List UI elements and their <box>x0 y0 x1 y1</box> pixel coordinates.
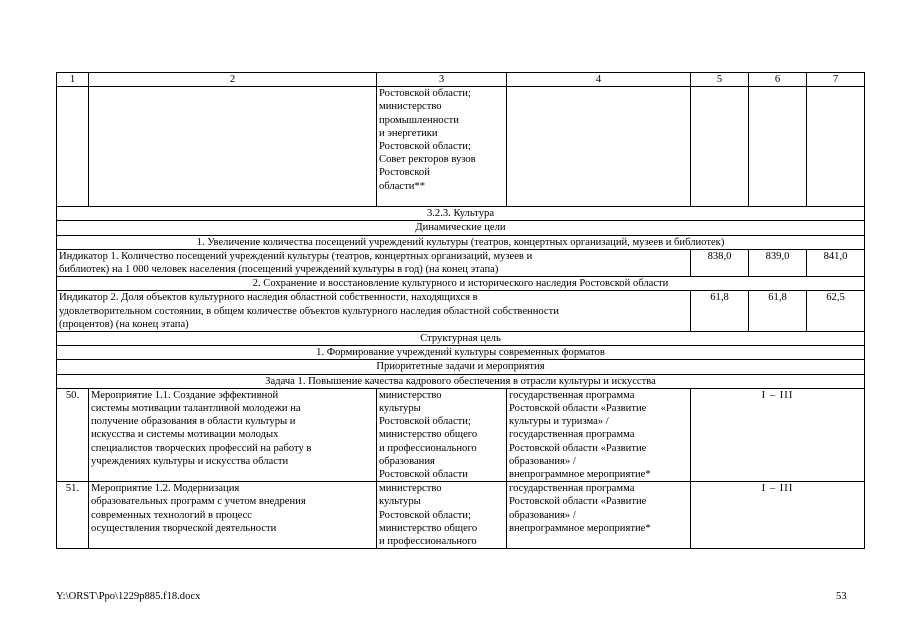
footer-page-number: 53 <box>836 591 847 602</box>
column-number: 7 <box>807 73 865 87</box>
measure-description: Мероприятие 1.1. Создание эффективной системы мотивации талантливой молодежи на получение образования в области культуры и искусства и системы мотивации молодых специалистов творческих профессий на работу в учреждениях культуры и искусства области <box>89 388 377 481</box>
indicator-row <box>57 249 865 276</box>
indicator-row <box>57 291 865 332</box>
structural-goal-row <box>57 346 865 360</box>
structural-goal-heading: Структурная цель <box>57 332 865 346</box>
structural-goal-row <box>57 332 865 346</box>
period-cell: I – III <box>691 482 865 549</box>
program-cell: государственная программа Ростовской области «Развитие образования» / внепрограммное мероприятие* <box>507 482 691 549</box>
row-number: 50. <box>57 388 89 481</box>
column-number: 2 <box>89 73 377 87</box>
column-number-row <box>57 73 865 87</box>
period-cell: I – III <box>691 388 865 481</box>
column-number: 5 <box>691 73 749 87</box>
goal-row <box>57 277 865 291</box>
column-number: 1 <box>57 73 89 87</box>
task-1: Задача 1. Повышение качества кадрового обеспечения в отрасли культуры и искусства <box>57 374 865 388</box>
goal-1: 1. Увеличение количества посещений учреждений культуры (театров, концертных организаций, музеев и библиотек) <box>57 235 865 249</box>
executor-cell: министерство культуры Ростовской области; министерство общего и профессионального <box>377 482 507 549</box>
goal-row <box>57 235 865 249</box>
executor-cell: Ростовской области; министерство промышленности и энергетики Ростовской области; Совет ректоров вузов Ростовской области** <box>377 87 507 207</box>
indicator-value: 838,0 <box>691 249 749 276</box>
indicator-value: 61,8 <box>749 291 807 332</box>
measure-row <box>57 482 865 549</box>
footer-file-path: Y:\ORST\Ppo\1229p885.f18.docx <box>56 591 201 602</box>
goal-2: 2. Сохранение и восстановление культурного и исторического наследия Ростовской области <box>57 277 865 291</box>
indicator-2-text: Индикатор 2. Доля объектов культурного наследия областной собственности, находящихся в удовлетворительном состоянии, в общем количестве объектов культурного наследия областной собственности (процентов) (на конец этапа) <box>57 291 691 332</box>
section-title: 3.2.3. Культура <box>57 207 865 221</box>
dynamic-goals-heading: Динамические цели <box>57 221 865 235</box>
program-cell: государственная программа Ростовской области «Развитие культуры и туризма» / государственная программа Ростовской области «Развитие образования» / внепрограммное мероприятие* <box>507 388 691 481</box>
row-number: 51. <box>57 482 89 549</box>
indicator-value: 62,5 <box>807 291 865 332</box>
indicator-value: 841,0 <box>807 249 865 276</box>
column-number: 3 <box>377 73 507 87</box>
section-title-row <box>57 207 865 221</box>
measure-row <box>57 388 865 481</box>
dynamic-goals-row <box>57 221 865 235</box>
indicator-value: 61,8 <box>691 291 749 332</box>
measure-description: Мероприятие 1.2. Модернизация образовательных программ с учетом внедрения современных технологий в процесс осуществления творческой деятельности <box>89 482 377 549</box>
indicator-value: 839,0 <box>749 249 807 276</box>
indicator-1-text: Индикатор 1. Количество посещений учреждений культуры (театров, концертных организаций, музеев и библиотек) на 1 000 человек населения (посещений учреждений культуры в год) (на конец этапа) <box>57 249 691 276</box>
continuation-row <box>57 87 865 207</box>
structural-goal-1: 1. Формирование учреждений культуры современных форматов <box>57 346 865 360</box>
executor-cell: министерство культуры Ростовской области; министерство общего и профессионального образования Ростовской области <box>377 388 507 481</box>
measures-table <box>56 72 865 549</box>
task-row <box>57 374 865 388</box>
column-number: 4 <box>507 73 691 87</box>
column-number: 6 <box>749 73 807 87</box>
priority-tasks-row <box>57 360 865 374</box>
priority-tasks-heading: Приоритетные задачи и мероприятия <box>57 360 865 374</box>
